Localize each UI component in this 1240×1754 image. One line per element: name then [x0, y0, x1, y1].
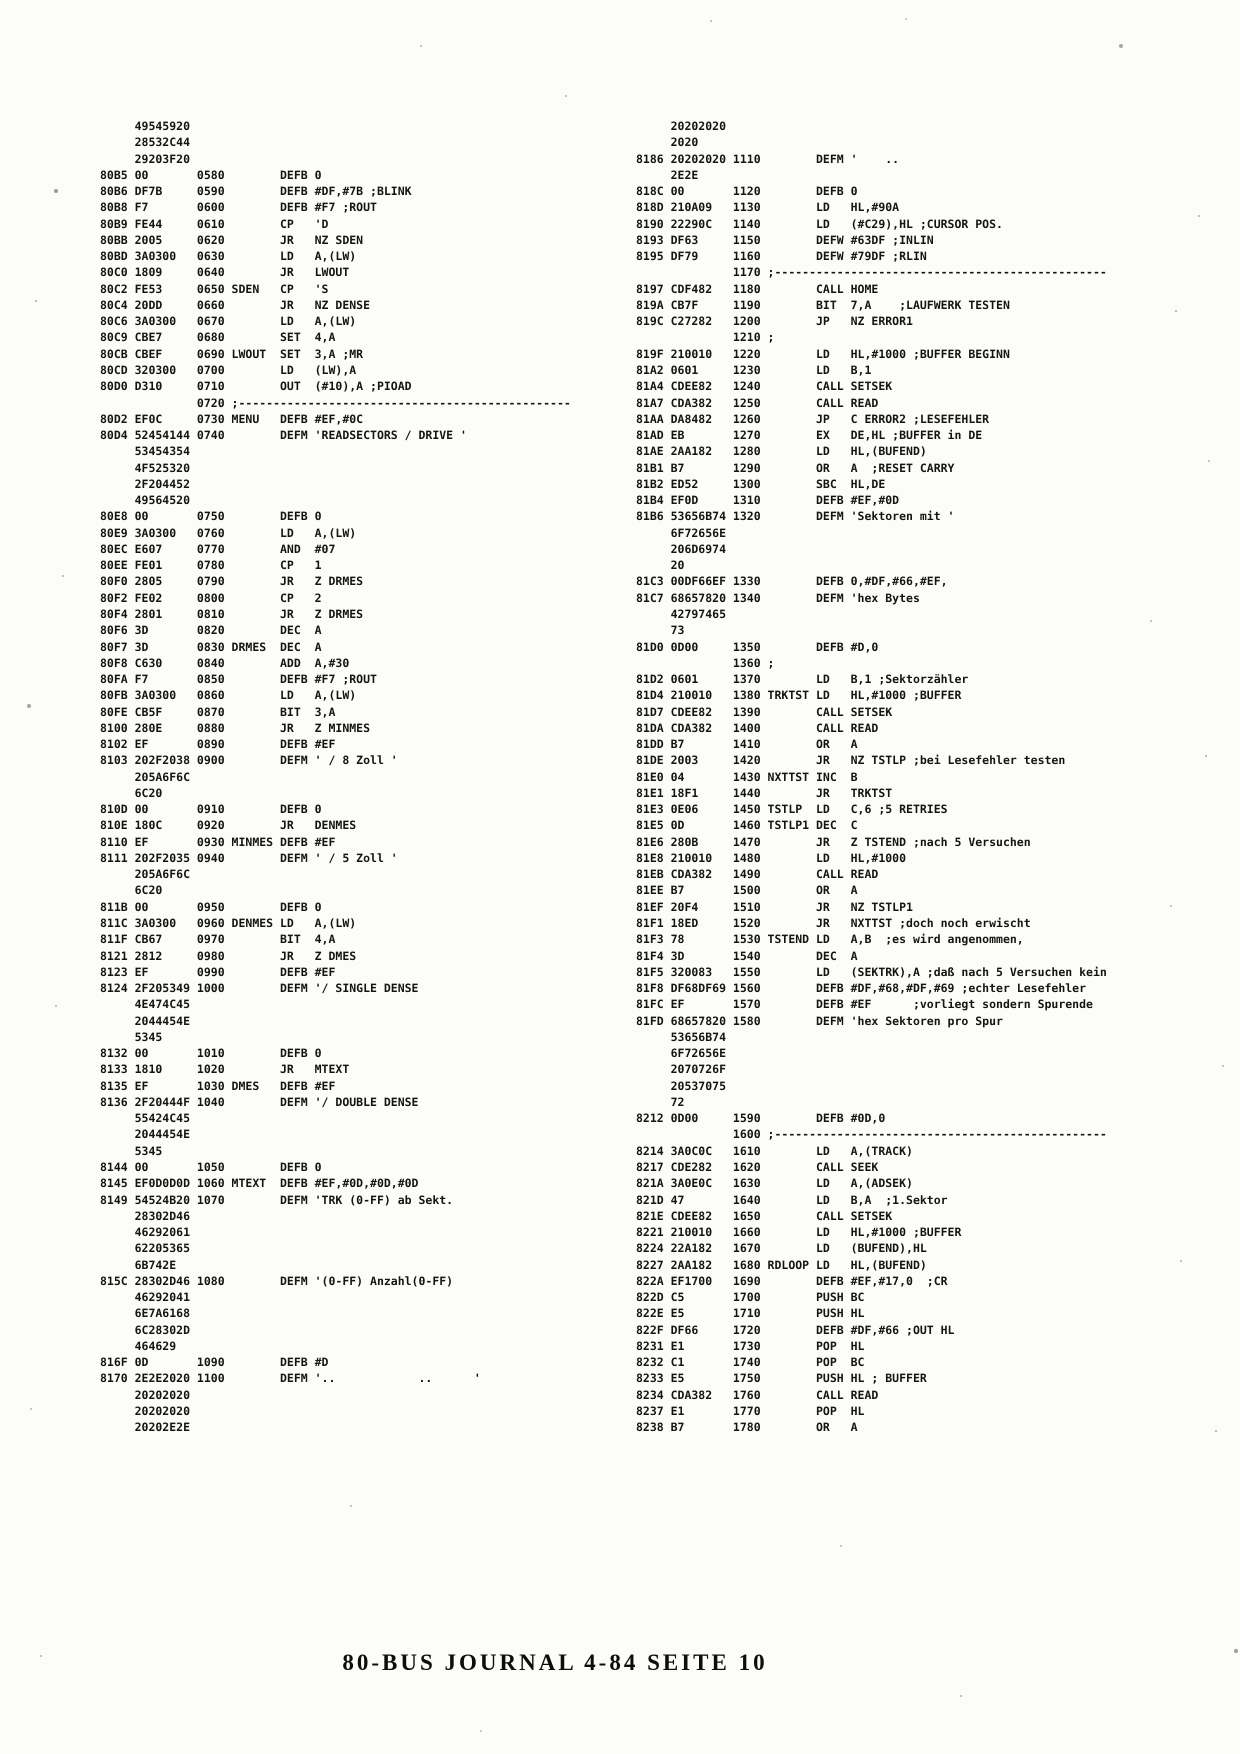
code-line: 62205365 — [100, 1241, 191, 1256]
code-line: 53454354 — [100, 444, 191, 459]
code-line: 49564520 — [100, 493, 191, 508]
code-line: 8110 EF 0930 MINMES DEFB #EF — [100, 834, 336, 849]
code-line: 81C3 00DF66EF 1330 DEFB 0,#DF,#66,#EF, — [636, 574, 948, 589]
code-line: 80D0 D310 0710 OUT (#10),A ;PIOAD — [100, 379, 412, 394]
code-line: 46292061 — [100, 1225, 191, 1240]
code-line: 8103 202F2038 0900 DEFM ' / 8 Zoll ' — [100, 753, 398, 768]
code-line: 822F DF66 1720 DEFB #DF,#66 ;OUT HL — [636, 1322, 955, 1337]
code-line: 81A4 CDEE82 1240 CALL SETSEK — [636, 379, 893, 394]
code-line: 20 — [636, 558, 685, 573]
code-line: 80BD 3A0300 0630 LD A,(LW) — [100, 249, 357, 264]
code-line: 81D0 0D00 1350 DEFB #D,0 — [636, 639, 879, 654]
code-line: 6C28302D — [100, 1322, 191, 1337]
code-line: 8231 E1 1730 POP HL — [636, 1338, 865, 1353]
code-line: 80EC E607 0770 AND #07 — [100, 541, 336, 556]
code-line: 80B6 DF7B 0590 DEFB #DF,#7B ;BLINK — [100, 184, 412, 199]
code-line: 8170 2E2E2020 1100 DEFM '.. .. ' — [100, 1371, 481, 1386]
code-line: 81B4 EF0D 1310 DEFB #EF,#0D — [636, 493, 900, 508]
code-line: 46292041 — [100, 1290, 191, 1305]
scan-noise — [0, 0, 2, 2]
code-line: 53656B74 — [636, 1029, 727, 1044]
code-line: 80FE CB5F 0870 BIT 3,A — [100, 704, 336, 719]
code-line: 206D6974 — [636, 541, 727, 556]
code-line: 821A 3A0E0C 1630 LD A,(ADSEK) — [636, 1176, 913, 1191]
code-line: 80C9 CBE7 0680 SET 4,A — [100, 330, 336, 345]
code-line: 28302D46 — [100, 1208, 191, 1223]
listing-column-left — [100, 118, 571, 1436]
code-line: 5345 — [100, 1029, 163, 1044]
code-line: 81F1 18ED 1520 JR NXTTST ;doch noch erwischt — [636, 916, 1031, 931]
code-line: 464629 — [100, 1338, 177, 1353]
code-line: 8217 CDE282 1620 CALL SEEK — [636, 1160, 879, 1174]
code-line: 8121 2812 0980 JR Z DMES — [100, 948, 357, 963]
code-line: 819A CB7F 1190 BIT 7,A ;LAUFWERK TESTEN — [636, 297, 1010, 312]
code-line: 80C4 20DD 0660 JR NZ DENSE — [100, 297, 371, 312]
code-line: 28532C44 — [100, 135, 191, 150]
code-line: 818D 210A09 1130 LD HL,#90A — [636, 200, 900, 215]
code-line: 8136 2F20444F 1040 DEFM '/ DOUBLE DENSE — [100, 1094, 419, 1109]
code-line: 80BB 2005 0620 JR NZ SDEN — [100, 232, 364, 247]
code-line: 8197 CDF482 1180 CALL HOME — [636, 281, 879, 296]
code-line: 81A2 0601 1230 LD B,1 — [636, 362, 872, 377]
code-line: 8195 DF79 1160 DEFW #79DF ;RLIN — [636, 249, 927, 264]
code-line: 20202020 — [100, 1403, 191, 1418]
code-line: 811C 3A0300 0960 DENMES LD A,(LW) — [100, 916, 357, 931]
code-line: 80EE FE01 0780 CP 1 — [100, 558, 322, 573]
code-line: 55424C45 — [100, 1111, 191, 1126]
code-line: 8233 E5 1750 PUSH HL ; BUFFER — [636, 1371, 927, 1386]
code-line: 81FC EF 1570 DEFB #EF ;vorliegt sondern Spurende — [636, 997, 1093, 1012]
code-line: 80B8 F7 0600 DEFB #F7 ;ROUT — [100, 200, 377, 215]
code-line: 80FA F7 0850 DEFB #F7 ;ROUT — [100, 672, 377, 687]
code-line: 821E CDEE82 1650 CALL SETSEK — [636, 1208, 893, 1223]
code-line: 205A6F6C — [100, 769, 191, 784]
code-line: 80CD 320300 0700 LD (LW),A — [100, 362, 357, 377]
code-line: 819C C27282 1200 JP NZ ERROR1 — [636, 314, 913, 329]
code-line: 822D C5 1700 PUSH BC — [636, 1290, 865, 1305]
code-line: 81B2 ED52 1300 SBC HL,DE — [636, 476, 886, 491]
code-line: 81B1 B7 1290 OR A ;RESET CARRY — [636, 460, 955, 475]
code-line: 80E8 00 0750 DEFB 0 — [100, 509, 322, 524]
code-line: 80C2 FE53 0650 SDEN CP 'S — [100, 281, 329, 296]
code-line: 81E6 280B 1470 JR Z TSTEND ;nach 5 Versuchen — [636, 834, 1031, 849]
code-line: 1170 ;------------------------------------------------ — [636, 265, 1107, 280]
code-line: 8100 280E 0880 JR Z MINMES — [100, 720, 371, 735]
code-line: 81E1 18F1 1440 JR TRKTST — [636, 785, 893, 800]
code-line: 8221 210010 1660 LD HL,#1000 ;BUFFER — [636, 1225, 962, 1240]
code-line: 822A EF1700 1690 DEFB #EF,#17,0 ;CR — [636, 1273, 948, 1288]
code-line: 81AA DA8482 1260 JP C ERROR2 ;LESEFEHLER — [636, 411, 990, 426]
code-line: 81FD 68657820 1580 DEFM 'hex Sektoren pro Spur — [636, 1013, 1003, 1028]
code-line: 80F4 2801 0810 JR Z DRMES — [100, 606, 364, 621]
code-line: 2044454E — [100, 1013, 191, 1028]
code-line: 20202020 — [100, 1387, 191, 1402]
code-line: 81D2 0601 1370 LD B,1 ;Sektorzähler — [636, 672, 969, 687]
code-line: 819F 210010 1220 LD HL,#1000 ;BUFFER BEGINN — [636, 346, 1010, 361]
page-footer: 80-BUS JOURNAL 4-84 SEITE 10 — [342, 1650, 768, 1675]
code-line: 81F4 3D 1540 DEC A — [636, 948, 858, 963]
code-line: 2020 — [636, 135, 699, 150]
code-line: 8133 1810 1020 JR MTEXT — [100, 1062, 350, 1077]
code-line: 8135 EF 1030 DMES DEFB #EF — [100, 1078, 336, 1093]
code-line: 818C 00 1120 DEFB 0 — [636, 184, 858, 199]
code-line: 6B742E — [100, 1257, 177, 1272]
listing-column-right — [636, 118, 1107, 1436]
code-line: 8238 B7 1780 OR A — [636, 1420, 858, 1435]
code-line: 5345 — [100, 1143, 163, 1158]
code-line: 8144 00 1050 DEFB 0 — [100, 1160, 322, 1174]
code-line: 4E474C45 — [100, 997, 191, 1012]
code-line: 80B9 FE44 0610 CP 'D — [100, 216, 329, 231]
code-line: 81EB CDA382 1490 CALL READ — [636, 867, 879, 882]
code-line: 81DA CDA382 1400 CALL READ — [636, 720, 879, 735]
code-line: 821D 47 1640 LD B,A ;1.Sektor — [636, 1192, 948, 1207]
code-line: 811F CB67 0970 BIT 4,A — [100, 932, 336, 947]
code-line: 42797465 — [636, 606, 727, 621]
code-line: 80F2 FE02 0800 CP 2 — [100, 590, 322, 605]
code-line: 1210 ; — [636, 330, 775, 345]
code-line: 8123 EF 0990 DEFB #EF — [100, 964, 336, 979]
code-line: 8227 2AA182 1680 RDLOOP LD HL,(BUFEND) — [636, 1257, 927, 1272]
code-line: 8102 EF 0890 DEFB #EF — [100, 737, 336, 752]
code-line: 1360 ; — [636, 655, 775, 670]
code-line: 8214 3A0C0C 1610 LD A,(TRACK) — [636, 1143, 913, 1158]
code-line: 2E2E — [636, 167, 699, 182]
code-line: 81AD EB 1270 EX DE,HL ;BUFFER in DE — [636, 428, 983, 443]
code-line: 8145 EF0D0D0D 1060 MTEXT DEFB #EF,#0D,#0D,#0D — [100, 1176, 419, 1191]
code-line: 80F8 C630 0840 ADD A,#30 — [100, 655, 350, 670]
code-line: 8132 00 1010 DEFB 0 — [100, 1046, 322, 1061]
code-line: 81D7 CDEE82 1390 CALL SETSEK — [636, 704, 893, 719]
code-line: 8111 202F2035 0940 DEFM ' / 5 Zoll ' — [100, 850, 398, 865]
code-line: 81EF 20F4 1510 JR NZ TSTLP1 — [636, 899, 913, 914]
code-line: 6E7A6168 — [100, 1306, 191, 1321]
code-line: 81F8 DF68DF69 1560 DEFB #DF,#68,#DF,#69 ;echter Lesefehler — [636, 981, 1087, 996]
code-line: 81F3 78 1530 TSTEND LD A,B ;es wird angenommen, — [636, 932, 1024, 947]
code-line: 81E8 210010 1480 LD HL,#1000 — [636, 850, 907, 865]
code-line: 6C20 — [100, 785, 163, 800]
code-line: 49545920 — [100, 119, 191, 133]
code-line: 80FB 3A0300 0860 LD A,(LW) — [100, 688, 357, 703]
code-line: 81D4 210010 1380 TRKTST LD HL,#1000 ;BUFFER — [636, 688, 962, 703]
code-line: 73 — [636, 623, 685, 638]
code-line: 81F5 320083 1550 LD (SEKTRK),A ;daß nach 5 Versuchen kein — [636, 964, 1107, 979]
code-line: 205A6F6C — [100, 867, 191, 882]
code-line: 815C 28302D46 1080 DEFM '(0-FF) Anzahl(0-FF) — [100, 1273, 454, 1288]
code-line: 822E E5 1710 PUSH HL — [636, 1306, 865, 1321]
code-line: 20537075 — [636, 1078, 727, 1093]
code-line: 80F6 3D 0820 DEC A — [100, 623, 322, 638]
code-line: 80CB CBEF 0690 LWOUT SET 3,A ;MR — [100, 346, 364, 361]
code-line: 811B 00 0950 DEFB 0 — [100, 899, 322, 914]
code-line: 6C20 — [100, 883, 163, 898]
code-line: 80D2 EF0C 0730 MENU DEFB #EF,#0C — [100, 411, 364, 426]
code-line: 810D 00 0910 DEFB 0 — [100, 802, 322, 817]
code-line: 1600 ;------------------------------------------------ — [636, 1127, 1107, 1142]
code-line: 816F 0D 1090 DEFB #D — [100, 1355, 329, 1370]
code-line: 8186 20202020 1110 DEFM ' .. — [636, 151, 900, 166]
code-line: 2070726F — [636, 1062, 727, 1077]
code-line: 20202E2E — [100, 1420, 191, 1435]
code-line: 80F7 3D 0830 DRMES DEC A — [100, 639, 322, 654]
code-line: 2F204452 — [100, 476, 191, 491]
code-line: 81E0 04 1430 NXTTST INC B — [636, 769, 858, 784]
code-line: 80F0 2805 0790 JR Z DRMES — [100, 574, 364, 589]
code-line: 81AE 2AA182 1280 LD HL,(BUFEND) — [636, 444, 927, 459]
code-line: 81C7 68657820 1340 DEFM 'hex Bytes — [636, 590, 920, 605]
code-line: 80C6 3A0300 0670 LD A,(LW) — [100, 314, 357, 329]
code-line: 6F72656E — [636, 1046, 727, 1061]
code-line: 80E9 3A0300 0760 LD A,(LW) — [100, 525, 357, 540]
code-line: 2044454E — [100, 1127, 191, 1142]
code-line: 80D4 52454144 0740 DEFM 'READSECTORS / DRIVE ' — [100, 428, 467, 443]
code-line: 8190 22290C 1140 LD (#C29),HL ;CURSOR POS. — [636, 216, 1003, 231]
code-line: 81E5 0D 1460 TSTLP1 DEC C — [636, 818, 858, 833]
code-line: 4F525320 — [100, 460, 191, 475]
code-line: 8149 54524B20 1070 DEFM 'TRK (0-FF) ab Sekt. — [100, 1192, 454, 1207]
code-line: 80B5 00 0580 DEFB 0 — [100, 167, 322, 182]
code-line: 8124 2F205349 1000 DEFM '/ SINGLE DENSE — [100, 981, 419, 996]
code-line: 81A7 CDA382 1250 CALL READ — [636, 395, 879, 410]
code-line: 29203F20 — [100, 151, 191, 166]
code-line: 6F72656E — [636, 525, 727, 540]
code-line: 80C0 1809 0640 JR LWOUT — [100, 265, 350, 280]
code-line: 81E3 0E06 1450 TSTLP LD C,6 ;5 RETRIES — [636, 802, 948, 817]
code-line: 72 — [636, 1094, 685, 1109]
code-line: 8232 C1 1740 POP BC — [636, 1355, 865, 1370]
code-line: 81DD B7 1410 OR A — [636, 737, 858, 752]
code-line: 81DE 2003 1420 JR NZ TSTLP ;bei Lesefehler testen — [636, 753, 1066, 768]
code-line: 8234 CDA382 1760 CALL READ — [636, 1387, 879, 1402]
code-line: 20202020 — [636, 119, 727, 133]
code-line: 0720 ;------------------------------------------------ — [100, 395, 571, 410]
code-line: 8224 22A182 1670 LD (BUFEND),HL — [636, 1241, 927, 1256]
code-line: 81EE B7 1500 OR A — [636, 883, 858, 898]
code-line: 81B6 53656B74 1320 DEFM 'Sektoren mit ' — [636, 509, 955, 524]
code-line: 8193 DF63 1150 DEFW #63DF ;INLIN — [636, 232, 934, 247]
code-line: 8212 0D00 1590 DEFB #0D,0 — [636, 1111, 886, 1126]
code-line: 8237 E1 1770 POP HL — [636, 1403, 865, 1418]
code-line: 810E 180C 0920 JR DENMES — [100, 818, 357, 833]
